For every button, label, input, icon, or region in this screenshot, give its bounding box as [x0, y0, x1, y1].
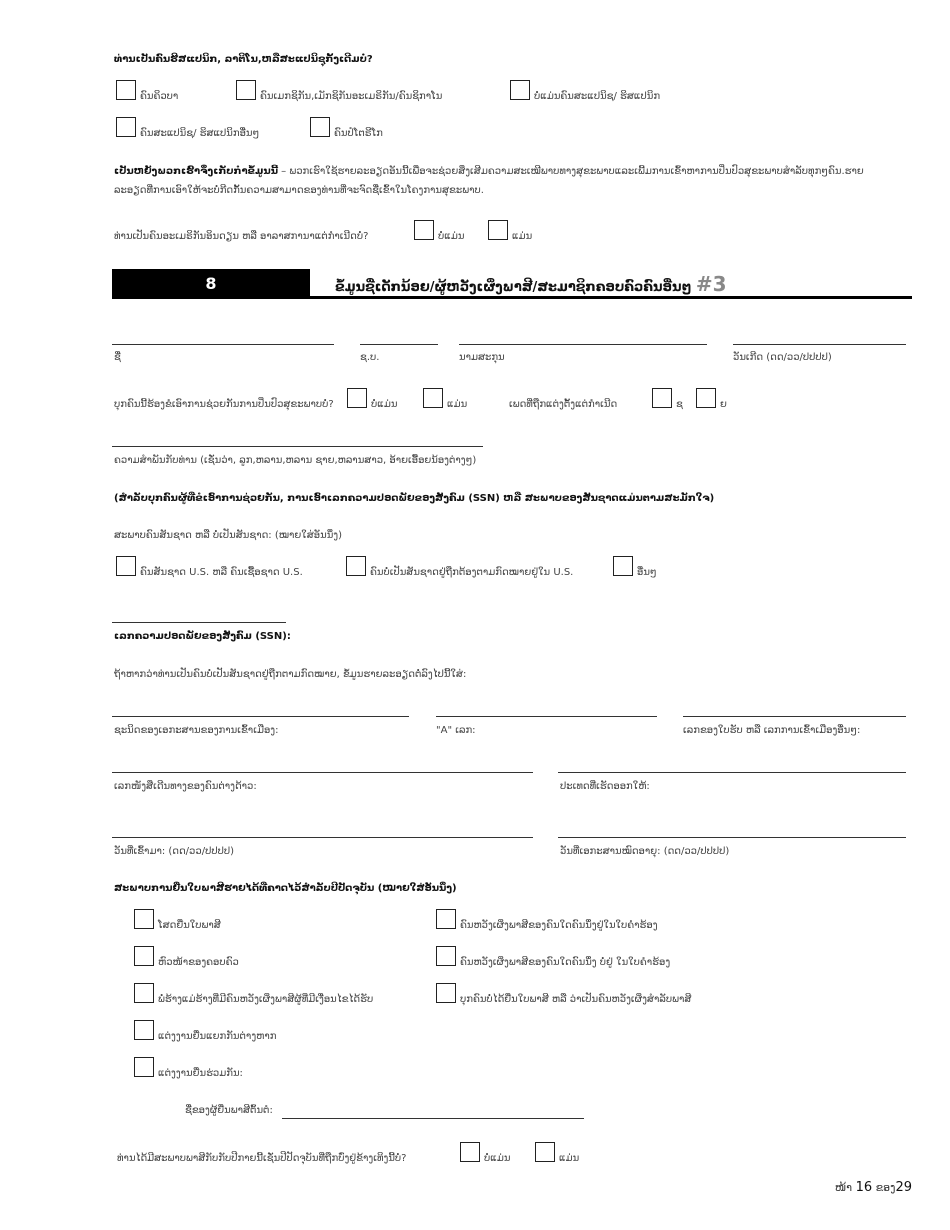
- relationship-label: ຄວາມສໍາພັນກັບທ່ານ (ເຊັ່ນວ່າ, ລູກ,ຫລານ,ຫລານ ຊາຍ,ຫລານສາວ, ອ້າຍເອື້ອຍນ້ອງຕ່າງໆ): [114, 455, 477, 466]
- relationship-line[interactable]: [112, 446, 483, 447]
- checkbox-tax-dependent-on-app[interactable]: [436, 909, 456, 929]
- checkbox-tax-not-filing[interactable]: [436, 983, 456, 1003]
- other-number-line[interactable]: [683, 716, 906, 717]
- a-number-line[interactable]: [436, 716, 657, 717]
- spouse-line[interactable]: [282, 1118, 584, 1119]
- checkbox-native-yes[interactable]: [488, 220, 508, 240]
- coverage-no-label: ບໍ່ແມ່ນ: [371, 399, 398, 410]
- name-line[interactable]: [112, 344, 334, 345]
- last-name-line[interactable]: [459, 344, 707, 345]
- why-ask-paragraph: ເປັນຫຍັງພວກເຮົາຈຶ່ງເກັບກຳຂໍ້ມູນນີ້ – ພວກເຮົາໃຊ້ຮາຍລະອຽດອັນນີ້ເພື່ອຈະຊ່ວຍສິ່ງເສີມຄວາມສະເໝີພາບທາງສຸຂະພາບແລະເພີ້ມການເຂົ້າຫາການປິ່ນປົວສຸຂະພາບສຳລັບທຸກໆຄົນ.ຮາຍ ລະອຽດທີ່ການເອົາໃຫ້ຈະບໍ່ກີດກັ້ນຄວາມສາມາດຂອງທ່ານທີ່ຈະຈົດຊື່ເຂົ້າໃນໂຄງການສຸຂະພາບ.: [114, 166, 864, 196]
- checkbox-coverage-no[interactable]: [347, 388, 367, 408]
- tax-heading: ສະພາບການຍື່ນໃບພາສີຮາຍໄດ້ທີ່ຄາດໄວ້ສຳລັບປີປັດຈຸບັນ (ໝາຍໃສ່ອັນນຶ່ງ): [114, 883, 457, 894]
- expiry-date-label: ວັນທີ່ເອກະສານໝົດອາຍຸ: (ດດ/ວວ/ປປປປ): [560, 846, 730, 857]
- lawful-noncitizen-option: ຄົນບໍ່ເປັນສັນຊາດຢູ່ຖືກຕ້ອງຕາມກົດໝາຍຢູ່ໃນ U.S.: [370, 567, 574, 578]
- page-number: ໜ້າ 16 ຂອງ29: [834, 1180, 912, 1195]
- checkbox-not-hispanic[interactable]: [510, 80, 530, 100]
- checkbox-tax-single[interactable]: [134, 909, 154, 929]
- checkbox-tax-widow[interactable]: [134, 983, 154, 1003]
- ssn-label: ເລກຄວາມປອດພັຍຂອງສັງຄົມ (SSN):: [114, 631, 291, 642]
- dob-label: ວັນເກີດ (ດດ/ວວ/ປປປປ): [733, 352, 832, 363]
- checkbox-tax-dependent-not-on-app[interactable]: [436, 946, 456, 966]
- tax-single-label: ໂສດຍື່ນໃບພາສີ: [158, 920, 221, 931]
- native-no-label: ບໍ່ແມ່ນ: [438, 231, 465, 242]
- checkbox-puerto-rican[interactable]: [310, 117, 330, 137]
- sex-m-label: ຊ: [676, 399, 683, 410]
- tax-dependent-not-on-app-label: ຄົນຫວັງເຜິ່ງພາສີຂອງຄົນໃດຄົນນຶ່ງ ບໍ່ຢູ່ ໃນໃບຄຳຮ້ອງ: [460, 957, 671, 968]
- checkbox-reconcile-yes[interactable]: [535, 1142, 555, 1162]
- ethnicity-question: ທ່ານເປັນຄົນຮິສແປນິກ, ລາຕິໂນ,ຫລືສະແປນິຊຸກັ້ງເດີມບໍ່?: [114, 54, 373, 65]
- tax-married-joint-label: ແຕ່ງງານຍື່ນຮ່ວມກັນ:: [158, 1068, 243, 1079]
- option-not-hispanic: ບໍ່ແມ່ນຄົນສະແປນິຊ/ ຮິສແປນິກ: [534, 91, 661, 102]
- passport-label: ເລກໜັງສືເດີນທາງຂອງຄົນຕ່າງດ້າວ:: [114, 781, 257, 792]
- checkbox-cuban[interactable]: [116, 80, 136, 100]
- spouse-label: ຊື່ຂອງຜູ້ຍື່ນພາສີຕົ້ນຕໍ:: [185, 1105, 273, 1116]
- checkbox-lawful-noncitizen[interactable]: [346, 556, 366, 576]
- citizen-option: ຄົນສັນຊາດ U.S. ຫລື ຄົນເຊື້ອຊາດ U.S.: [140, 567, 303, 578]
- coverage-yes-label: ແມ່ນ: [447, 399, 468, 410]
- expiry-date-line[interactable]: [558, 837, 906, 838]
- checkbox-sex-m[interactable]: [652, 388, 672, 408]
- tax-widow-label: ພໍ່ຮ້າງແມ່ຮ້າງທີ່ມີຄົນຫວັງເຜິ່ງພາສີຜູ້ທີ່ມີເງື່ອນໄຂໄດ້ຮັບ: [158, 994, 374, 1005]
- native-yes-label: ແມ່ນ: [512, 231, 533, 242]
- doc-type-line[interactable]: [112, 716, 409, 717]
- checkbox-citizen[interactable]: [116, 556, 136, 576]
- mi-label: ຊ.ບ.: [360, 352, 380, 363]
- checkbox-coverage-yes[interactable]: [423, 388, 443, 408]
- section-rule: [112, 296, 912, 299]
- tax-married-separate-label: ແຕ່ງງານຍື່ນແຍກກັນຕ່າງຫາກ: [158, 1031, 277, 1042]
- checkbox-native-no[interactable]: [414, 220, 434, 240]
- immigration-intro: ຖ້າຫາກວ່າທ່ານເປັນຄົນບໍ່ເປັນສັນຊາດຢູ່ຖືກຕາມກົດໝາຍ, ຂໍ້ມູນຮາຍລະອຽດຕໍ່ລົງໄປນີ້ໃສ່:: [114, 669, 467, 680]
- ssn-line[interactable]: [112, 622, 286, 623]
- why-ask-heading: ເປັນຫຍັງພວກເຮົາຈຶ່ງເກັບກຳຂໍ້ມູນນີ້: [114, 166, 278, 177]
- checkbox-other-hispanic[interactable]: [116, 117, 136, 137]
- section-number: 8: [112, 269, 310, 297]
- dob-line[interactable]: [733, 344, 906, 345]
- native-question: ທ່ານເປັນຄົນອະເມຣິກັນອິນດຽນ ຫລື ອາລາສການາແຕ່ກຳເນີດບໍ່?: [114, 231, 369, 242]
- sex-label: ເພດທີ່ຖືກແຕ່ງຕັ້ງແຕ່ກຳເນີດ: [509, 399, 618, 410]
- doc-type-label: ຊະນິດຂອງເອກະສານຂອງການເຂົ້າເມືອງ:: [114, 725, 279, 736]
- checkbox-sex-f[interactable]: [696, 388, 716, 408]
- name-label: ຊື່: [114, 352, 121, 363]
- option-cuban: ຄົນຄິວບາ: [140, 91, 179, 102]
- citizen-other-option: ອື່ນໆ: [637, 567, 657, 578]
- tax-dependent-on-app-label: ຄົນຫວັງເຜິ່ງພາສີຂອງຄົນໃດຄົນນຶ່ງຢູ່ໃນໃບຄຳຮ້ອງ: [460, 920, 658, 931]
- entry-date-line[interactable]: [112, 837, 533, 838]
- ssn-optional-note: (ສໍາລັບບຸກຄົນຜູ້ທີ່ຂໍເອົາການຊ່ວຍກັນ, ການເອົາເລກຄວາມປອດພັຍຂອງສັງຄົມ (SSN) ຫລື ສະພາບຂອງສັນຊາດແມ່ນຕາມສະມັກໃຈ): [114, 493, 715, 504]
- mi-line[interactable]: [360, 344, 438, 345]
- checkbox-reconcile-no[interactable]: [460, 1142, 480, 1162]
- other-number-label: ເລກຂອງໃບຮັບ ຫລື ເລກການເຂົ້າເມືອງອື່ນໆ:: [683, 725, 861, 736]
- a-number-label: "A" ເລກ:: [436, 725, 476, 736]
- option-mexican: ຄົນເມກຊິກັນ,ເມັກຊິກັນອະເມຣິກັນ/ຄົນຊິກາໂນ: [260, 91, 443, 102]
- checkbox-tax-head-household[interactable]: [134, 946, 154, 966]
- passport-line[interactable]: [112, 772, 533, 773]
- last-name-label: ນາມສະກຸນ: [459, 352, 505, 363]
- entry-date-label: ວັນທີ່ເຂົ້າມາ: (ດດ/ວວ/ປປປປ): [114, 846, 234, 857]
- reconcile-yes-label: ແມ່ນ: [559, 1153, 580, 1164]
- reconcile-no-label: ບໍ່ແມ່ນ: [484, 1153, 511, 1164]
- checkbox-citizen-other[interactable]: [613, 556, 633, 576]
- tax-not-filing-label: ບຸກຄົນບໍ່ໄດ້ຍື່ນໃບພາສີ ຫລື ວ່າເປັນຄົນຫວັງເຜິ່ງສຳລັບພາສີ: [460, 994, 692, 1005]
- section-title: ຂໍ້ມູນຊື່ເດັກນ້ອຍ/ຜູ້ຫວັງເຜິ່ງພາສີ/ສະມາຊິກຄອບຄົວຄົນອື່ນໆ #3: [335, 272, 727, 296]
- section-suffix: #3: [695, 272, 727, 296]
- checkbox-tax-married-joint[interactable]: [134, 1057, 154, 1077]
- citizen-label: ສະພາບຄົນສັນຊາດ ຫລື ບໍ່ເປັນສັນຊາດ: (ໝາຍໃສ່ອັນນຶ່ງ): [114, 530, 343, 541]
- option-puerto-rican: ຄົນປໍໂຕຣີໂກ: [334, 128, 383, 139]
- reconcile-question: ທ່ານໄດ້ມີສະພາບພາສີກັບກັບປີກາຍນີ້ເຊັ່ນປີປັດຈຸບັນທີ່ຖືກບົ່ງຢູ່ຂ້າງເທິງນີ້ບໍ່?: [117, 1153, 407, 1164]
- country-label: ປະເທດທີ່ເຮັດອອກໃຫ້:: [560, 781, 650, 792]
- option-other-hispanic: ຄົນສະແປນິຊ/ ຮິສແປນິກອື່ນໆ: [140, 128, 260, 139]
- country-line[interactable]: [558, 772, 906, 773]
- checkbox-tax-married-separate[interactable]: [134, 1020, 154, 1040]
- sex-f-label: ຍ: [720, 399, 727, 410]
- tax-head-household-label: ຫົວໜ້າຂອງຄອບຄົວ: [158, 957, 239, 968]
- checkbox-mexican[interactable]: [236, 80, 256, 100]
- coverage-question: ບຸກຄົນນີ້ຮ້ອງຂໍເອົາການຊ່ວຍກັນການປິ່ນປົວສຸຂະພາບບໍ່?: [114, 399, 334, 410]
